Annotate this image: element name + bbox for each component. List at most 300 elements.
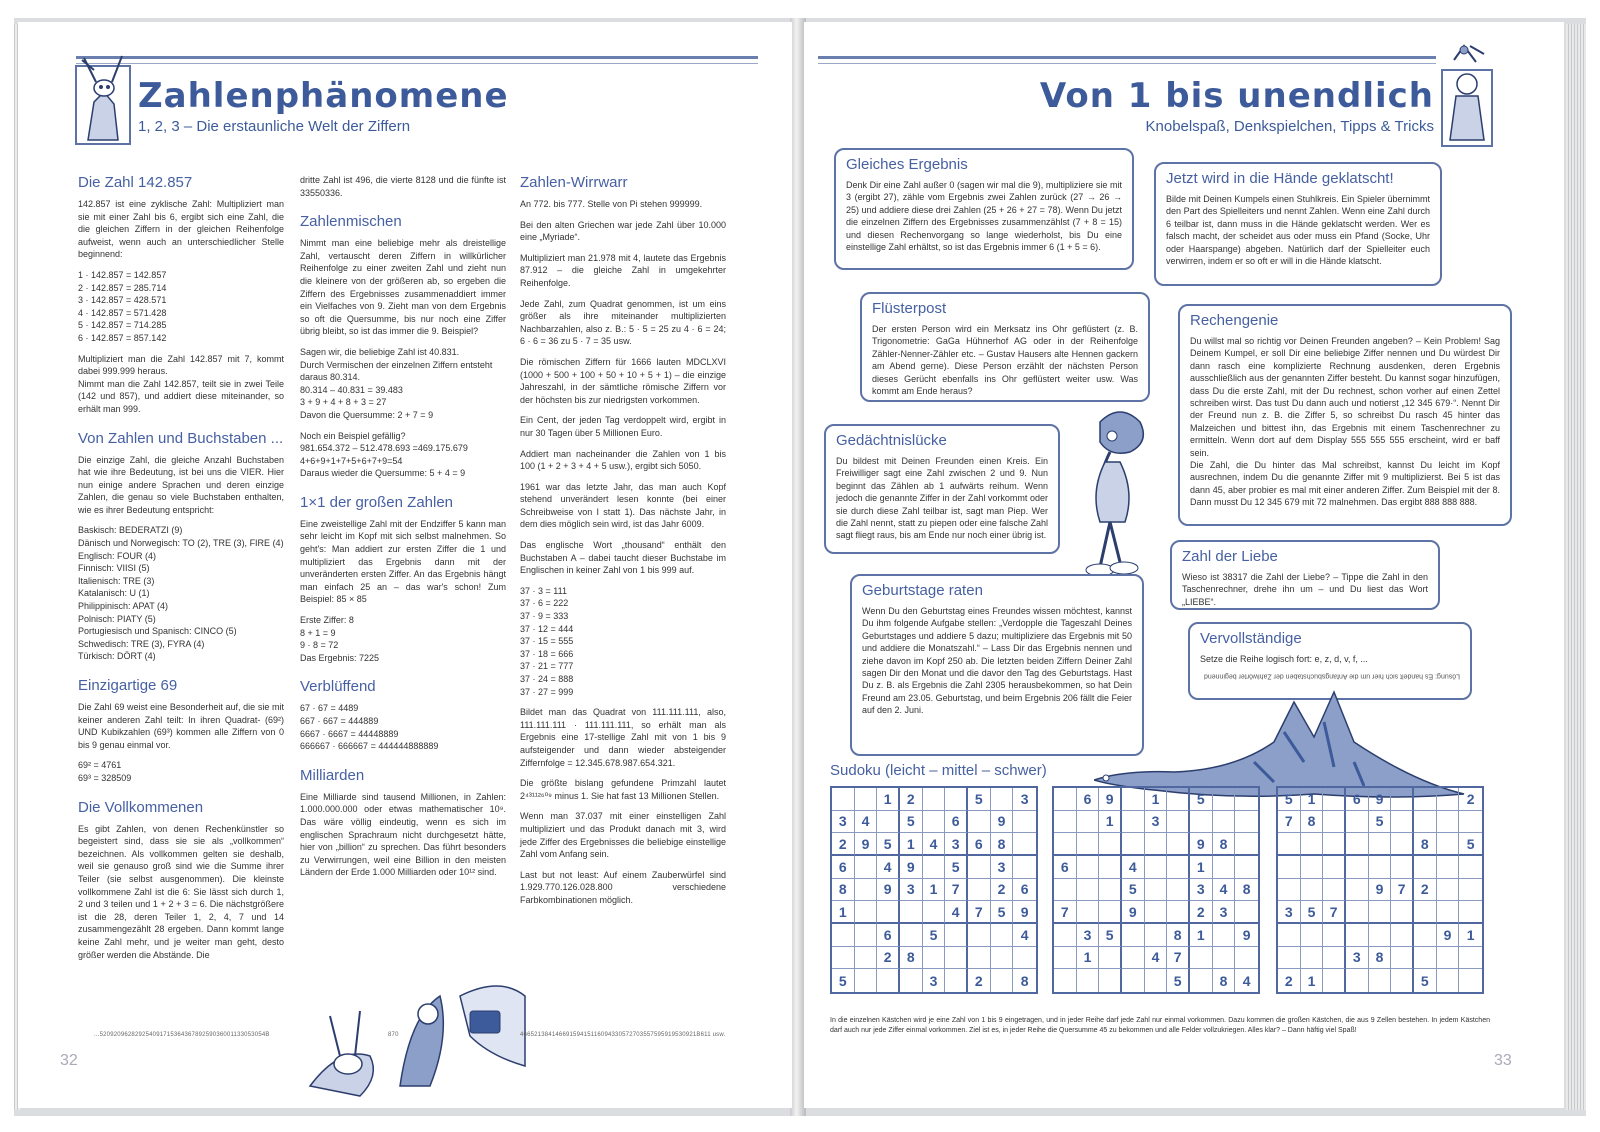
sudoku-cell[interactable] bbox=[1437, 811, 1460, 834]
sudoku-cell[interactable] bbox=[1346, 833, 1369, 856]
sudoku-cell[interactable] bbox=[1122, 833, 1145, 856]
sudoku-cell[interactable]: 5 bbox=[1301, 901, 1324, 924]
sudoku-cell[interactable]: 8 bbox=[900, 947, 923, 970]
sudoku-cell[interactable]: 5 bbox=[1167, 969, 1190, 992]
sudoku-cell[interactable] bbox=[1301, 924, 1324, 947]
sudoku-cell[interactable] bbox=[1391, 947, 1414, 970]
sudoku-cell[interactable]: 3 bbox=[991, 856, 1014, 879]
sudoku-cell[interactable] bbox=[1077, 856, 1100, 879]
sudoku-cell[interactable]: 5 bbox=[1190, 788, 1213, 811]
sudoku-cell[interactable]: 3 bbox=[1346, 947, 1369, 970]
sudoku-cell[interactable]: 6 bbox=[1054, 856, 1077, 879]
sudoku-cell[interactable] bbox=[1235, 856, 1258, 879]
sudoku-cell[interactable]: 4 bbox=[945, 901, 968, 924]
sudoku-cell[interactable]: 7 bbox=[968, 901, 991, 924]
sudoku-cell[interactable] bbox=[1323, 856, 1346, 879]
sudoku-cell[interactable]: 3 bbox=[1145, 811, 1168, 834]
list-line: Portugiesisch und Spanisch: CINCO (5) bbox=[78, 626, 237, 637]
sudoku-cell[interactable] bbox=[1346, 901, 1369, 924]
sudoku-cell[interactable]: 9 bbox=[1437, 924, 1460, 947]
sudoku-cell[interactable] bbox=[1077, 969, 1100, 992]
right-page bbox=[804, 22, 1564, 1108]
sudoku-cell[interactable] bbox=[1167, 811, 1190, 834]
sudoku-cell[interactable]: 2 bbox=[968, 969, 991, 992]
sudoku-cell[interactable] bbox=[1235, 901, 1258, 924]
sudoku-cell[interactable] bbox=[1414, 811, 1437, 834]
section-title-verblueffend: Verblüffend bbox=[300, 678, 376, 696]
sudoku-cell[interactable] bbox=[1437, 879, 1460, 902]
sudoku-cell[interactable] bbox=[855, 924, 878, 947]
sudoku-cell[interactable]: 8 bbox=[1213, 969, 1236, 992]
sudoku-cell[interactable] bbox=[1054, 788, 1077, 811]
sudoku-cell[interactable] bbox=[923, 856, 946, 879]
box-title: Jetzt wird in die Hände geklatscht! bbox=[1166, 170, 1394, 187]
list-line: 80.314 – 40.831 = 39.483 bbox=[300, 384, 403, 395]
list-line: 37 · 18 = 666 bbox=[520, 648, 574, 659]
fact-paragraph: Bildet man das Quadrat von 111.111.111, also, 111.111.111 · 111.111.111, so erhält man als Ergebnis eine 17-stellige Zahl mit von 1 bis 9 aufsteigender und dann wieder absteigender Ziffernfolge = 12.345.678.987.654.321. bbox=[520, 707, 726, 768]
sudoku-cell[interactable] bbox=[1213, 811, 1236, 834]
sudoku-cell[interactable] bbox=[1323, 879, 1346, 902]
sudoku-cell[interactable] bbox=[1145, 879, 1168, 902]
sudoku-cell[interactable] bbox=[1122, 947, 1145, 970]
footer-digits-2: 46652138414669159415116094330572703557595919530921B611 usw. bbox=[520, 1032, 726, 1038]
sudoku-cell[interactable]: 9 bbox=[877, 879, 900, 902]
page-title: Zahlenphänomene bbox=[138, 76, 509, 116]
sudoku-cell[interactable]: 9 bbox=[1190, 833, 1213, 856]
sudoku-cell[interactable]: 3 bbox=[1213, 901, 1236, 924]
section-title-milliarden: Milliarden bbox=[300, 766, 365, 784]
sudoku-cell[interactable] bbox=[1414, 856, 1437, 879]
sudoku-cell[interactable] bbox=[1013, 811, 1036, 834]
sudoku-cell[interactable] bbox=[1346, 924, 1369, 947]
sudoku-cell[interactable] bbox=[1013, 856, 1036, 879]
sudoku-cell[interactable] bbox=[1301, 856, 1324, 879]
sudoku-cell[interactable] bbox=[1167, 833, 1190, 856]
sudoku-cell[interactable] bbox=[1414, 924, 1437, 947]
sudoku-cell[interactable]: 1 bbox=[832, 901, 855, 924]
sudoku-cell[interactable]: 3 bbox=[900, 879, 923, 902]
sudoku-cell[interactable]: 2 bbox=[1190, 901, 1213, 924]
sudoku-cell[interactable] bbox=[1077, 901, 1100, 924]
sudoku-cell[interactable] bbox=[1145, 856, 1168, 879]
sudoku-cell[interactable]: 7 bbox=[1167, 947, 1190, 970]
sudoku-cell[interactable] bbox=[1167, 856, 1190, 879]
sudoku-cell[interactable] bbox=[1301, 879, 1324, 902]
sudoku-cell[interactable] bbox=[1054, 947, 1077, 970]
sudoku-cell[interactable] bbox=[855, 969, 878, 992]
sudoku-cell[interactable] bbox=[1323, 924, 1346, 947]
sudoku-cell[interactable]: 3 bbox=[945, 833, 968, 856]
sudoku-cell[interactable] bbox=[1278, 924, 1301, 947]
sudoku-cell[interactable] bbox=[1459, 947, 1482, 970]
sudoku-cell[interactable]: 4 bbox=[1213, 879, 1236, 902]
sudoku-cell[interactable] bbox=[900, 901, 923, 924]
sudoku-cell[interactable] bbox=[1346, 811, 1369, 834]
sudoku-cell[interactable]: 9 bbox=[1013, 901, 1036, 924]
list-line: Davon die Quersumme: 2 + 7 = 9 bbox=[300, 409, 434, 420]
box-text: Denk Dir eine Zahl außer 0 (sagen wir mal die 9), multipliziere sie mit 3 (ergibt 27), zähle vom Ergebnis zwei Zahlen zurück (27 → 26 → 25) und addiere diese drei Zahlen (25 + 26 + 27 = 78). Wenn Du jetzt die einzelnen Ziffern des Ergebnisses zusammenzählst (7 + 8 = 15) und diesen Rechenvorgang so lange wiederholst, bis Du eine einstellige Zahl erhältst, so ist das Ergebnis immer 6 (1 + 5 = 6). bbox=[846, 180, 1122, 253]
list-line: 666667 · 666667 = 444444888889 bbox=[300, 741, 439, 752]
sudoku-cell[interactable]: 8 bbox=[1235, 879, 1258, 902]
sudoku-cell[interactable]: 5 bbox=[968, 788, 991, 811]
sudoku-cell[interactable]: 4 bbox=[855, 811, 878, 834]
sudoku-cell[interactable] bbox=[968, 947, 991, 970]
sudoku-grid-hard[interactable] bbox=[1276, 786, 1484, 994]
sudoku-cell[interactable] bbox=[1099, 856, 1122, 879]
sudoku-cell[interactable] bbox=[1077, 879, 1100, 902]
sudoku-cell[interactable] bbox=[991, 947, 1014, 970]
sudoku-cell[interactable] bbox=[855, 901, 878, 924]
sudoku-cell[interactable]: 8 bbox=[832, 879, 855, 902]
sudoku-cell[interactable] bbox=[1077, 811, 1100, 834]
sudoku-cell[interactable] bbox=[832, 947, 855, 970]
sudoku-cell[interactable] bbox=[1391, 901, 1414, 924]
sudoku-cell[interactable] bbox=[1235, 811, 1258, 834]
sudoku-cell[interactable] bbox=[1013, 833, 1036, 856]
section-text: 142.857 ist eine zyklische Zahl: Multipliziert man sie mit einer Zahl bis 6, ergibt sich eine Zahl, die die gleichen Ziffern in der gleichen Reihenfolge aufweist, wenn auch an unterschiedlicher Stelle beginnend: bbox=[78, 199, 284, 260]
page-title: Von 1 bis unendlich bbox=[1039, 76, 1434, 116]
list-line: 4 · 142.857 = 571.428 bbox=[78, 307, 167, 318]
left-page bbox=[18, 22, 792, 1108]
book-spread bbox=[14, 18, 1586, 1116]
equation-list bbox=[520, 585, 726, 698]
list-line: 9 · 8 = 72 bbox=[300, 640, 339, 651]
sudoku-cell[interactable] bbox=[923, 811, 946, 834]
sudoku-cell[interactable] bbox=[1099, 833, 1122, 856]
sudoku-cell[interactable] bbox=[1346, 856, 1369, 879]
sudoku-cell[interactable]: 5 bbox=[991, 901, 1014, 924]
sudoku-cell[interactable] bbox=[1077, 833, 1100, 856]
sudoku-cell[interactable] bbox=[945, 969, 968, 992]
sudoku-cell[interactable]: 2 bbox=[877, 947, 900, 970]
sudoku-cell[interactable] bbox=[968, 879, 991, 902]
sudoku-grid-easy[interactable] bbox=[830, 786, 1038, 994]
sudoku-cell[interactable]: 8 bbox=[1369, 947, 1392, 970]
sudoku-cell[interactable]: 5 bbox=[1459, 833, 1482, 856]
sudoku-cell[interactable]: 1 bbox=[1145, 788, 1168, 811]
sudoku-cell[interactable]: 5 bbox=[923, 924, 946, 947]
sudoku-cell[interactable] bbox=[991, 788, 1014, 811]
equation-list bbox=[300, 346, 506, 422]
left-column-2 bbox=[300, 174, 506, 887]
sudoku-cell[interactable]: 3 bbox=[1013, 788, 1036, 811]
list-line: 2 · 142.857 = 285.714 bbox=[78, 282, 167, 293]
sudoku-cell[interactable]: 8 bbox=[1213, 833, 1236, 856]
sudoku-cell[interactable]: 9 bbox=[855, 833, 878, 856]
sudoku-cell[interactable] bbox=[1437, 969, 1460, 992]
sudoku-cell[interactable]: 5 bbox=[1278, 788, 1301, 811]
sudoku-cell[interactable] bbox=[1323, 947, 1346, 970]
sudoku-cell[interactable] bbox=[1391, 924, 1414, 947]
section-title-142857: Die Zahl 142.857 bbox=[78, 174, 193, 191]
sudoku-cell[interactable]: 4 bbox=[1013, 924, 1036, 947]
fact-paragraph: Ein Cent, der jeden Tag verdoppelt wird, ergibt in nur 30 Tagen über 5 Millionen Euro. bbox=[520, 415, 726, 438]
sudoku-cell[interactable]: 5 bbox=[945, 856, 968, 879]
sudoku-cell[interactable] bbox=[1391, 969, 1414, 992]
sudoku-cell[interactable] bbox=[923, 788, 946, 811]
sudoku-cell[interactable]: 3 bbox=[1278, 901, 1301, 924]
section-title-zahlenmischen: Zahlenmischen bbox=[300, 213, 402, 231]
sudoku-cell[interactable] bbox=[900, 969, 923, 992]
sudoku-cell[interactable]: 2 bbox=[1414, 879, 1437, 902]
sudoku-cell[interactable]: 6 bbox=[877, 924, 900, 947]
sudoku-cell[interactable] bbox=[1369, 856, 1392, 879]
sudoku-cell[interactable] bbox=[1122, 788, 1145, 811]
box-title: Rechengenie bbox=[1190, 312, 1279, 329]
sudoku-cell[interactable]: 6 bbox=[1346, 788, 1369, 811]
sudoku-cell[interactable] bbox=[1145, 901, 1168, 924]
sudoku-cell[interactable] bbox=[923, 947, 946, 970]
sudoku-cell[interactable]: 6 bbox=[1013, 879, 1036, 902]
sudoku-cell[interactable]: 5 bbox=[1099, 924, 1122, 947]
sudoku-cell[interactable] bbox=[1459, 856, 1482, 879]
sudoku-cell[interactable] bbox=[1167, 901, 1190, 924]
sudoku-cell[interactable]: 4 bbox=[1242, 972, 1251, 989]
sudoku-cell[interactable] bbox=[855, 788, 878, 811]
section-text: Multipliziert man die Zahl 142.857 mit 7, kommt dabei 999.999 heraus. bbox=[78, 353, 284, 377]
sudoku-cell[interactable]: 2 bbox=[832, 833, 855, 856]
sudoku-cell[interactable] bbox=[877, 969, 900, 992]
sudoku-cell[interactable]: 2 bbox=[1459, 788, 1482, 811]
sudoku-cell[interactable]: 1 bbox=[1301, 788, 1324, 811]
sudoku-cell[interactable] bbox=[832, 788, 855, 811]
sudoku-cell[interactable]: 5 bbox=[1369, 811, 1392, 834]
sudoku-cell[interactable] bbox=[1167, 788, 1190, 811]
sudoku-cell[interactable] bbox=[1437, 947, 1460, 970]
sudoku-cell[interactable] bbox=[1437, 833, 1460, 856]
sudoku-cell[interactable]: 6 bbox=[968, 833, 991, 856]
section-text: Nimmt man die Zahl 142.857, teilt sie in zwei Teile (142 und 857), und addiert diese miteinander, so erhält man 999. bbox=[78, 378, 284, 414]
sudoku-cell[interactable]: 3 bbox=[1077, 924, 1100, 947]
sudoku-cell[interactable] bbox=[900, 924, 923, 947]
sudoku-cell[interactable] bbox=[1459, 879, 1482, 902]
list-line: 3 + 9 + 4 + 8 + 3 = 27 bbox=[300, 397, 387, 408]
sudoku-cell[interactable] bbox=[1145, 833, 1168, 856]
sudoku-cell[interactable] bbox=[1190, 811, 1213, 834]
sudoku-cell[interactable]: 3 bbox=[832, 811, 855, 834]
sudoku-cell[interactable] bbox=[1013, 947, 1036, 970]
sudoku-cell[interactable] bbox=[1278, 947, 1301, 970]
sudoku-cell[interactable]: 4 bbox=[923, 833, 946, 856]
sudoku-cell[interactable]: 1 bbox=[1190, 856, 1213, 879]
sudoku-cell[interactable] bbox=[1346, 969, 1369, 992]
sudoku-cell[interactable] bbox=[1235, 833, 1258, 856]
sudoku-cell[interactable]: 1 bbox=[1190, 924, 1213, 947]
box-title: Flüsterpost bbox=[872, 300, 947, 317]
sudoku-cell[interactable]: 7 bbox=[1054, 901, 1077, 924]
sudoku-cell[interactable]: 1 bbox=[1459, 924, 1482, 947]
fact-list bbox=[520, 706, 726, 906]
sudoku-cell[interactable] bbox=[1099, 969, 1122, 992]
sudoku-cell[interactable] bbox=[1054, 924, 1077, 947]
sudoku-cell[interactable] bbox=[945, 924, 968, 947]
sudoku-cell[interactable]: 8 bbox=[991, 833, 1014, 856]
sudoku-cell[interactable]: 1 bbox=[923, 879, 946, 902]
sudoku-cell[interactable] bbox=[1414, 788, 1437, 811]
section-text: Die einzige Zahl, die gleiche Anzahl Buchstaben hat wie ihre Bedeutung, ist bei uns die VIER. Hier nun einige andere Sprachen und deren einzige Zahlen, die genau so viele Buchstaben enthalten, wie es ihrer Bedeutung entspricht: bbox=[78, 454, 284, 515]
sudoku-cell[interactable]: 2 bbox=[900, 788, 923, 811]
sudoku-cell[interactable] bbox=[1213, 947, 1236, 970]
sudoku-cell[interactable]: 5 bbox=[877, 833, 900, 856]
sudoku-cell[interactable]: 9 bbox=[1099, 788, 1122, 811]
sudoku-cell[interactable]: 3 bbox=[923, 969, 946, 992]
fact-paragraph: Jede Zahl, zum Quadrat genommen, ist um eins größer als ihre miteinander multiplizierten Nachbarzahlen, also z. B.: 5 · 5 = 25 zu 4 · 6 = 24; 6 · 6 = 36 zu 5 · 7 = 35 usw. bbox=[520, 298, 726, 347]
sudoku-cell[interactable] bbox=[1235, 788, 1258, 811]
list-line: Erste Ziffer: 8 bbox=[300, 615, 354, 626]
sudoku-cell[interactable] bbox=[1054, 879, 1077, 902]
sudoku-cell[interactable] bbox=[1437, 901, 1460, 924]
sudoku-cell[interactable]: 4 bbox=[1122, 856, 1145, 879]
sudoku-cell[interactable]: 5 bbox=[900, 811, 923, 834]
sudoku-cell[interactable] bbox=[1278, 856, 1301, 879]
sudoku-cell[interactable] bbox=[1054, 811, 1077, 834]
sudoku-cell[interactable]: 3 bbox=[1190, 879, 1213, 902]
sudoku-cell[interactable]: 8 bbox=[1414, 833, 1437, 856]
sudoku-cell[interactable] bbox=[855, 879, 878, 902]
sudoku-cell[interactable] bbox=[1369, 901, 1392, 924]
fact-paragraph: Wenn man 37.037 mit einer einstelligen Zahl multipliziert und das Produkt danach mit 3, wird jede Ziffer des Ergebnisses die beliebige einstellige Zahl vom Anfang sein. bbox=[520, 811, 726, 860]
sudoku-cell[interactable]: 1 bbox=[900, 833, 923, 856]
left-column-3 bbox=[520, 174, 726, 915]
sudoku-cell[interactable] bbox=[991, 924, 1014, 947]
sudoku-cell[interactable] bbox=[1391, 788, 1414, 811]
sudoku-grid-medium[interactable] bbox=[1052, 786, 1260, 994]
list-line: 67 · 67 = 4489 bbox=[300, 703, 359, 714]
sudoku-cell[interactable]: 7 bbox=[1323, 901, 1346, 924]
sudoku-cell[interactable]: 2 bbox=[1278, 969, 1301, 992]
sudoku-cell[interactable] bbox=[1213, 856, 1236, 879]
sudoku-cell[interactable]: 8 bbox=[1167, 924, 1190, 947]
sudoku-cell[interactable] bbox=[1054, 833, 1077, 856]
box-fluesterpost bbox=[860, 292, 1150, 402]
sudoku-cell[interactable]: 7 bbox=[1278, 811, 1301, 834]
sudoku-cell[interactable] bbox=[832, 924, 855, 947]
sudoku-cell[interactable]: 1 bbox=[1301, 969, 1324, 992]
sudoku-cell[interactable] bbox=[1323, 969, 1346, 992]
sudoku-cell[interactable] bbox=[1122, 969, 1145, 992]
sudoku-cell[interactable]: 9 bbox=[991, 811, 1014, 834]
sudoku-cell[interactable] bbox=[945, 788, 968, 811]
sudoku-cell[interactable]: 8 bbox=[1020, 972, 1029, 989]
sudoku-cell[interactable] bbox=[1190, 947, 1213, 970]
sudoku-cell[interactable] bbox=[855, 856, 878, 879]
sudoku-cell[interactable]: 9 bbox=[1235, 924, 1258, 947]
sudoku-cell[interactable]: 1 bbox=[1077, 947, 1100, 970]
sudoku-cell[interactable] bbox=[1054, 969, 1077, 992]
sudoku-cell[interactable]: 1 bbox=[877, 788, 900, 811]
sudoku-cell[interactable] bbox=[1369, 924, 1392, 947]
sudoku-cell[interactable] bbox=[1414, 947, 1437, 970]
sudoku-cell[interactable]: 6 bbox=[832, 856, 855, 879]
sudoku-cell[interactable] bbox=[1213, 924, 1236, 947]
sudoku-cell[interactable] bbox=[1278, 833, 1301, 856]
sudoku-cell[interactable]: 7 bbox=[945, 879, 968, 902]
sudoku-cell[interactable]: 4 bbox=[1145, 947, 1168, 970]
sudoku-cell[interactable] bbox=[1122, 811, 1145, 834]
sudoku-cell[interactable] bbox=[1323, 833, 1346, 856]
fact-paragraph: Addiert man nacheinander die Zahlen von 1 bis 100 (1 + 2 + 3 + 4 + 5 usw.), ergibt sich 5050. bbox=[520, 448, 726, 472]
sudoku-cell[interactable]: 5 bbox=[1122, 879, 1145, 902]
list-line: 37 · 9 = 333 bbox=[520, 611, 569, 622]
sudoku-cell[interactable] bbox=[1369, 833, 1392, 856]
sudoku-cell[interactable] bbox=[1145, 969, 1168, 992]
robot-mascot-icon bbox=[1440, 40, 1496, 148]
fact-paragraph: 1961 war das letzte Jahr, das man auch Kopf stehend unverändert lesen konnte (bei einer Schreibweise von I statt 1). Das nächste Jahr, in dem dies möglich sein wird, ist das Jahr 6009. bbox=[520, 481, 726, 530]
section-text: Eine zweistellige Zahl mit der Endziffer 5 kann man sehr leicht im Kopf mit sich selbst malnehmen. So geht's: Man addiert zur ersten Ziffer die 1 und multipliziert das Ergebnis dann mit der unveränderten ersten Ziffer. An das Ergebnis hängt man einfach 25 an – das war's schon! Zum Beispiel: 85 × 85 bbox=[300, 518, 506, 605]
sudoku-cell[interactable] bbox=[968, 811, 991, 834]
list-line: Noch ein Beispiel gefällig? bbox=[300, 430, 406, 441]
sudoku-cell[interactable]: 5 bbox=[1414, 969, 1437, 992]
sudoku-cell[interactable]: 2 bbox=[991, 879, 1014, 902]
page-number: 32 bbox=[60, 1052, 78, 1069]
list-line: 37 · 15 = 555 bbox=[520, 636, 574, 647]
sudoku-cell[interactable] bbox=[1437, 856, 1460, 879]
sudoku-cell[interactable] bbox=[1213, 788, 1236, 811]
sudoku-cell[interactable]: 6 bbox=[945, 811, 968, 834]
sudoku-cell[interactable] bbox=[1323, 811, 1346, 834]
sudoku-cell[interactable] bbox=[1369, 969, 1392, 992]
sudoku-cell[interactable]: 8 bbox=[1301, 811, 1324, 834]
sudoku-cell[interactable] bbox=[968, 856, 991, 879]
sudoku-cell[interactable]: 9 bbox=[1369, 879, 1392, 902]
sudoku-cell[interactable] bbox=[923, 901, 946, 924]
equation-list bbox=[300, 430, 506, 480]
sudoku-cell[interactable] bbox=[1346, 879, 1369, 902]
sudoku-cell[interactable]: 9 bbox=[1122, 901, 1145, 924]
sudoku-cell[interactable] bbox=[945, 947, 968, 970]
list-line: 37 · 21 = 777 bbox=[520, 661, 574, 672]
sudoku-cell[interactable] bbox=[1099, 879, 1122, 902]
sudoku-cell[interactable] bbox=[1145, 924, 1168, 947]
sudoku-cell[interactable]: 4 bbox=[877, 856, 900, 879]
sudoku-cell[interactable] bbox=[1459, 969, 1482, 992]
sudoku-cell[interactable] bbox=[1391, 833, 1414, 856]
sudoku-cell[interactable] bbox=[1414, 901, 1437, 924]
sudoku-cell[interactable] bbox=[1190, 969, 1213, 992]
sudoku-cell[interactable]: 9 bbox=[900, 856, 923, 879]
sudoku-cell[interactable]: 5 bbox=[832, 969, 855, 992]
sudoku-cell[interactable] bbox=[855, 947, 878, 970]
left-column-1 bbox=[78, 174, 284, 969]
sudoku-cell[interactable] bbox=[1235, 947, 1258, 970]
sudoku-cell[interactable] bbox=[1323, 788, 1346, 811]
sudoku-cell[interactable] bbox=[877, 901, 900, 924]
section-title-vollkommen: Die Vollkommenen bbox=[78, 798, 204, 816]
box-zahl-der-liebe bbox=[1170, 540, 1440, 610]
sudoku-cell[interactable] bbox=[991, 969, 1014, 992]
section-text: dritte Zahl ist 496, die vierte 8128 und die fünfte ist 33550336. bbox=[300, 175, 506, 198]
sudoku-cell[interactable]: 6 bbox=[1077, 788, 1100, 811]
language-list bbox=[78, 524, 284, 663]
sudoku-cell[interactable] bbox=[1301, 833, 1324, 856]
sudoku-cell[interactable] bbox=[877, 811, 900, 834]
sudoku-cell[interactable] bbox=[1099, 947, 1122, 970]
sudoku-cell[interactable]: 9 bbox=[1369, 788, 1392, 811]
sudoku-cell[interactable] bbox=[1459, 811, 1482, 834]
sudoku-cell[interactable]: 7 bbox=[1391, 879, 1414, 902]
sudoku-cell[interactable] bbox=[1437, 788, 1460, 811]
sudoku-cell[interactable] bbox=[1167, 879, 1190, 902]
sudoku-cell[interactable]: 1 bbox=[1099, 811, 1122, 834]
sudoku-cell[interactable] bbox=[1278, 879, 1301, 902]
sudoku-cell[interactable] bbox=[1301, 947, 1324, 970]
sudoku-cell[interactable] bbox=[1391, 856, 1414, 879]
sudoku-cell[interactable] bbox=[1391, 811, 1414, 834]
sudoku-cell[interactable] bbox=[1459, 901, 1482, 924]
sudoku-cell[interactable] bbox=[1099, 901, 1122, 924]
sudoku-cell[interactable] bbox=[1122, 924, 1145, 947]
sudoku-cell[interactable] bbox=[968, 924, 991, 947]
